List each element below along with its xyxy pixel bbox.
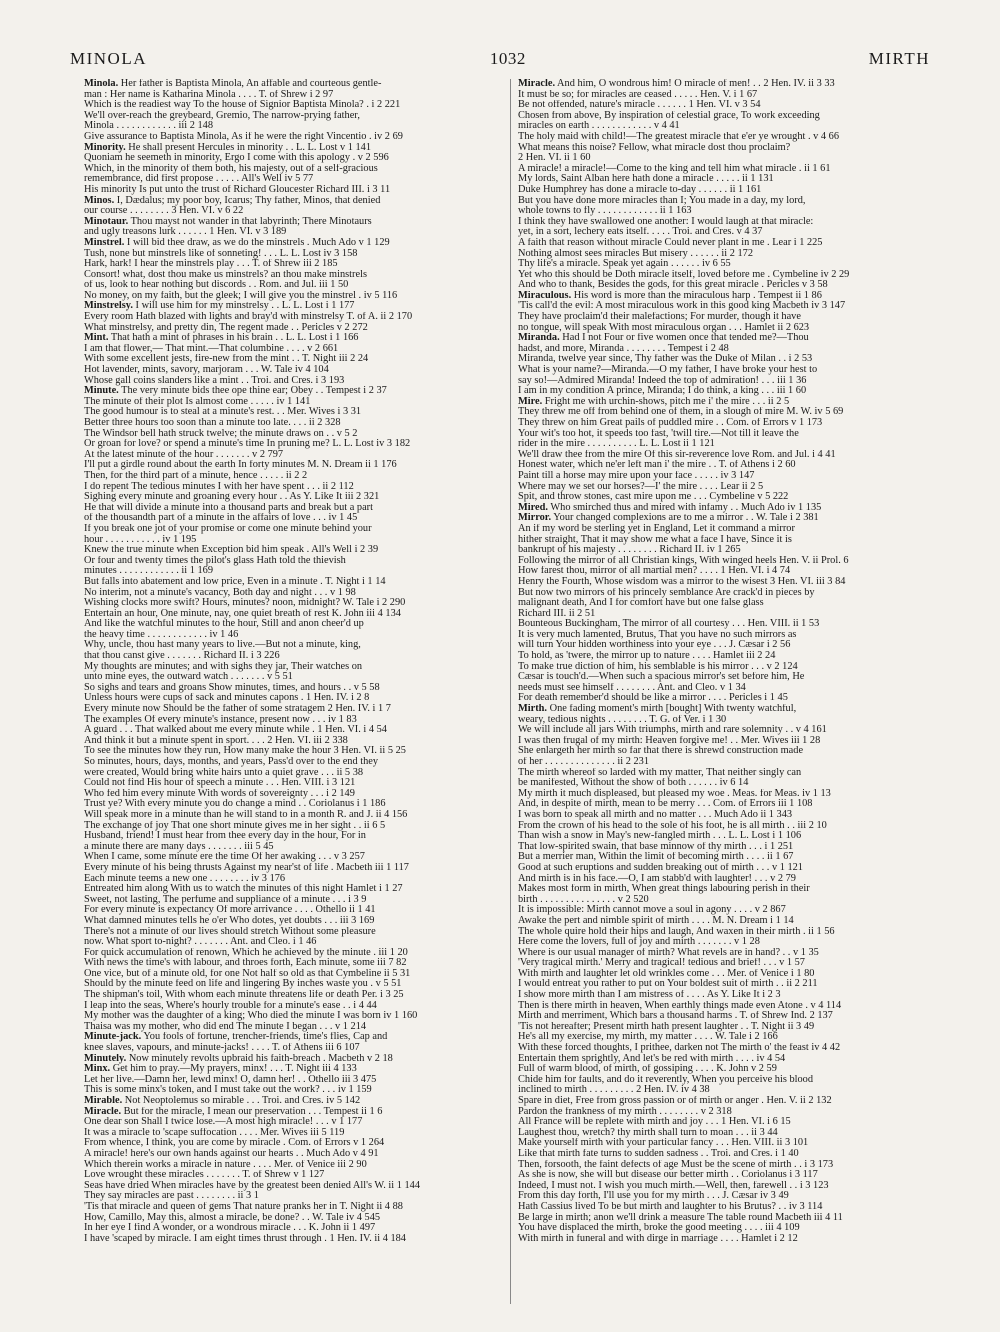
concordance-line: minutes . . . . . . . . . . . . ii 1 169 [84,566,214,577]
concordance-line: Will speak more in a minute than he will stand to in a month R. and J. ii 4 156 [84,809,408,820]
concordance-line: To see the minutes how they run, How many make the hour 3 Hen. VI. ii 5 25 [84,746,406,757]
concordance-line: They threw me off from behind one of them, in a slough of mire M. W. iv 5 69 [518,407,844,418]
concordance-line: hadst, and more, Miranda . . . . . . . . Tempest i 2 48 [518,343,729,354]
concordance-line: birth . . . . . . . . . . . . . . . v 2 520 [518,894,649,905]
concordance-line: Or four and twenty times the pilot's glass Hath told the thievish [84,555,346,566]
concordance-line: At the latest minute of the hour . . . . . . . v 2 797 [84,449,284,460]
concordance-line: Good at such eruptions and sudden breaking out of mirth . . . v 1 121 [518,862,803,873]
headword: Minutely. [84,1053,127,1064]
concordance-line: Duke Humphrey has done a miracle to-day . . . . . . ii 1 161 [518,184,762,195]
concordance-line: the heavy time . . . . . . . . . . . . iv 1 46 [84,629,239,640]
concordance-line: yet, in a sort, lechery eats itself. . . . . Troi. and Cres. v 4 37 [518,227,763,238]
concordance-line: hour . . . . . . . . . . . iv 1 195 [84,534,197,545]
concordance-line: Laughest thou, wretch? thy mirth shall turn to moan . . . ii 3 44 [518,1127,778,1138]
concordance-line: Minstrelsy. I will use him for my minstrelsy . . L. L. Lost i 1 177 [84,301,355,312]
concordance-line: I was then frugal of my mirth: Heaven forgive me! . . Mer. Wives iii 1 28 [518,735,821,746]
concordance-line: They say miracles are past . . . . . . . . ii 3 1 [84,1191,259,1202]
concordance-line: Where is our usual manager of mirth? What revels are in hand? . . v 1 35 [518,947,819,958]
concordance-line: Minute. The very minute bids thee ope thine ear; Obey . . Tempest i 2 37 [84,386,387,397]
concordance-line: Minutely. Now minutely revolts upbraid his faith-breach . Macbeth v 2 18 [84,1053,393,1064]
concordance-line: Seas have dried When miracles have by the greatest been denied All's W. ii 1 144 [84,1180,421,1191]
concordance-line: The mirth whereof so larded with my matter, That neither singly can [518,767,802,778]
concordance-line: What is your name?—Miranda.—O my father, I have broke your hest to [518,365,818,376]
concordance-line: But falls into abatement and low price, Even in a minute . T. Night i 1 14 [84,576,386,587]
concordance-line: Sweet, not lasting, The perfume and suppliance of a minute . . . i 3 9 [84,894,367,905]
concordance-line: But now two mirrors of his princely semblance Are crack'd in pieces by [518,587,815,598]
concordance-line: How, Camillo, May this, almost a miracle, be done? . . W. Tale iv 4 545 [84,1212,381,1223]
concordance-line: Minola. Her father is Baptista Minola, An affable and courteous gentle- [84,79,382,89]
concordance-line: Here come the lovers, full of joy and mirth . . . . . . . v 1 28 [518,937,760,948]
concordance-line: Or groan for love? or spend a minute's time In pruning me? L. L. Lost iv 3 182 [84,439,411,450]
concordance-line: were created, Would bring white hairs unto a quiet grave . . . ii 5 38 [84,767,364,778]
concordance-line: Better three hours too soon than a minute too late. . . . ii 2 328 [84,418,341,428]
concordance-line: There's not a minute of our lives should stretch Without some pleasure [84,926,376,937]
concordance-line: say so!—Admired Miranda! Indeed the top of admiration! . . . iii 1 36 [518,375,807,386]
concordance-line: We'll draw thee from the mire Of this sir-reverence love Rom. and Jul. i 4 41 [518,449,836,460]
concordance-line: I was born to speak all mirth and no matter . . . Much Ado ii 1 343 [518,809,793,820]
concordance-line: Minola . . . . . . . . . . . . iii 2 148 [84,121,214,132]
concordance-line: The exchange of joy That one short minute gives me in her sight . . ii 6 5 [84,820,386,831]
concordance-line: My lords, Saint Alban here hath done a miracle . . . . . ii 1 131 [518,174,774,185]
concordance-line: The whole quire hold their hips and laugh, And waxen in their mirth . ii 1 56 [518,926,835,937]
concordance-line: Chide him for faults, and do it reverently, When you perceive his blood [518,1074,814,1085]
concordance-line: Mirror. Your changed complexions are to me a mirror . . W. Tale i 2 381 [518,513,819,524]
concordance-line: Each minute teems a new one . . . . . . . . iv 3 176 [84,873,286,884]
concordance-line: and ugly treasons lurk . . . . . . 1 Hen. VI. v 3 189 [84,227,287,238]
concordance-line: For death remember'd should be like a mirror . . . . Pericles i 1 45 [518,693,788,704]
concordance-line: hither straight, That it may show me what a face I have, Since it is [518,534,792,545]
concordance-line: Your wit's too hot, it speeds too fast, 'twill tire.—Not till it leave the [518,428,799,439]
concordance-line: With these forced thoughts, I prithee, darken not The mirth o' the feast iv 4 42 [518,1043,841,1054]
concordance-line: a minute there are many days . . . . . . . iii 5 45 [84,841,274,852]
concordance-line: A guard . . . That walked about me every minute while . 1 Hen. VI. i 4 54 [84,725,387,736]
concordance-line: malignant death, And I for comfort have but one false glass [518,598,764,609]
concordance-line: Then is there mirth in heaven, When earthly things made even Atone . v 4 114 [518,1000,842,1011]
concordance-line: Should by the minute feed on life and lingering By inches waste you . v 5 51 [84,979,402,990]
concordance-line: With mirth and laughter let old wrinkles come . . . Mer. of Venice i 1 80 [518,968,815,979]
concordance-line: With some excellent jests, fire-new from the mint . . T. Night iii 2 24 [84,354,369,365]
concordance-line: Knew the true minute when Exception bid him speak . All's Well i 2 39 [84,545,379,556]
concordance-line: So minutes, hours, days, months, and years, Pass'd over to the end they [84,757,379,767]
concordance-line: Be not offended, nature's miracle . . . . . . 1 Hen. VI. v 3 54 [518,100,761,111]
concordance-line: We'll over-reach the greybeard, Gremio, The narrow-prying father, [84,110,360,121]
headword: Miracle. [518,79,556,89]
concordance-line: no tongue, will speak With most miraculous organ . . . Hamlet ii 2 623 [518,322,810,333]
concordance-line: I am that flower,— That mint.—That columbine . . . . v 2 661 [84,343,339,354]
concordance-line: Nothing almost sees miracles But misery . . . . . . ii 2 172 [518,248,754,259]
left-column [84,79,499,1244]
headword: Mirable. [84,1096,123,1106]
concordance-line: In her eye I find A wonder, or a wondrous miracle . . . K. John ii 1 497 [84,1223,376,1234]
concordance-line: The minute of their plot Is almost come . . . . . iv 1 141 [84,396,311,407]
concordance-line: Miranda. Had I not Four or five women once that tended me?—Thou [518,333,809,344]
concordance-line: I am in my condition A prince, Miranda; I do think, a king . . . iii 1 60 [518,386,807,397]
headword: Minute-jack. [84,1032,142,1043]
concordance-line: Could not find His hour of speech a minute . . . Hen. VIII. i 3 121 [84,778,356,789]
concordance-line: Wishing clocks more swift? Hours, minutes? noon, midnight? W. Tale i 2 290 [84,598,406,609]
concordance-line: Why, uncle, thou hast many years to live.—But not a minute, king, [84,640,361,651]
concordance-line: Miracle. But for the miracle, I mean our preservation . . . Tempest ii 1 6 [84,1106,383,1117]
right-column [518,79,933,1244]
page-header [70,44,930,74]
concordance-line: Let her live.—Damn her, lewd minx! O, damn her! . . Othello iii 3 475 [84,1074,377,1085]
concordance-line: That low-spirited swain, that base minnow of thy mirth . . . i 1 251 [518,841,794,852]
concordance-line: Awake the pert and nimble spirit of mirth . . . . M. N. Dream i 1 14 [518,915,794,926]
concordance-line: Makes most form in mirth, When great things labouring perish in their [518,884,810,895]
concordance-line: Then, forsooth, the faint defects of age Must be the scene of mirth . . i 3 173 [518,1159,834,1170]
concordance-line: 'Tis not hereafter; Present mirth hath present laughter . . T. Night ii 3 49 [518,1021,815,1032]
headword: Mirror. [518,513,552,524]
concordance-line: My thoughts are minutes; and with sighs they jar, Their watches on [84,661,363,672]
concordance-line: Yet who this should be Doth miracle itself, loved before me . Cymbeline iv 2 29 [518,269,850,280]
concordance-line: Every room Hath blazed with lights and bray'd with minstrelsy T. of A. ii 2 170 [84,312,413,323]
concordance-line: Consort! what, dost thou make us minstrels? an thou make minstrels [84,269,367,280]
concordance-line: When I came, some minute ere the time Of her awaking . . . v 3 257 [84,852,365,863]
concordance-line: One dear son Shall I twice lose.—A most high miracle! . . . v 1 177 [84,1117,363,1128]
concordance-line: One vice, but of a minute old, for one Not half so old as that Cymbeline ii 5 31 [84,968,411,979]
concordance-line: 'Tis that miracle and queen of gems That nature pranks her in T. Night ii 4 88 [84,1201,403,1212]
concordance-line: miracles on earth . . . . . . . . . . . . v 4 41 [518,121,680,132]
concordance-line: Mirth. One fading moment's mirth [bought] With twenty watchful, [518,704,797,715]
concordance-line: All France will be replete with mirth and joy . . . 1 Hen. VI. i 6 15 [518,1117,791,1128]
concordance-line: It must be so; for miracles are ceased . . . . . Hen. V. i 1 67 [518,89,758,100]
headword: Minority. [84,142,126,153]
concordance-line: Minority. He shall present Hercules in minority . . L. L. Lost v 1 141 [84,142,372,153]
concordance-line: And who to thank, Besides the gods, for this great miracle . Pericles v 3 58 [518,280,828,291]
concordance-line: Quoniam he seemeth in minority, Ergo I come with this apology . v 2 596 [84,153,389,164]
concordance-line: It is impossible: Mirth cannot move a soul in agony . . . . v 2 867 [518,905,786,916]
concordance-line: Than wish a snow in May's new-fangled mirth . . . L. L. Lost i 1 106 [518,831,802,842]
concordance-line: Where may we set our horses?—I' the mire . . . . Lear ii 2 5 [518,481,764,492]
headword: Minotaur. [84,216,129,227]
concordance-line: I'll put a girdle round about the earth In forty minutes M. N. Dream ii 1 176 [84,460,397,471]
headword: Mint. [84,333,109,344]
concordance-line: But a merrier man, Within the limit of becoming mirth . . . . ii 1 67 [518,852,794,863]
concordance-line: Hath Cassius lived To be but mirth and laughter to his Brutus? . . iv 3 114 [518,1201,823,1212]
concordance-line: He's all my exercise, my mirth, my matter . . . . W. Tale i 2 166 [518,1032,778,1043]
column-divider [510,79,511,1304]
concordance-line: Following the mirror of all Christian kings, With winged heels Hen. V. ii Prol. 6 [518,555,849,566]
concordance-line: I leap into the seas, Where's hourly trouble for a minute's ease . . i 4 44 [84,1000,377,1011]
concordance-line: And think it but a minute spent in sport. . . . 2 Hen. VI. iii 2 338 [84,735,348,746]
concordance-line: Minos. I, Dædalus; my poor boy, Icarus; Thy father, Minos, that denied [84,195,381,206]
concordance-line: They threw on him Great pails of puddled mire . . Com. of Errors v 1 173 [518,418,823,428]
concordance-line: Make yourself mirth with your particular fancy . . . Hen. VIII. ii 3 101 [518,1138,809,1149]
concordance-line: Which is the readiest way To the house of Signior Baptista Minola? . i 2 221 [84,100,401,111]
concordance-line: The holy maid with child!—The greatest miracle that e'er ye wrought . v 4 66 [518,131,839,142]
concordance-line: A miracle! a miracle!—Come to the king and tell him what miracle . ii 1 61 [518,163,831,174]
concordance-line: inclined to mirth . . . . . . . . . 2 Hen. IV. iv 4 38 [518,1085,710,1096]
concordance-line: Pardon the frankness of my mirth . . . . . . . . v 2 318 [518,1106,732,1117]
concordance-line: Which, in the minority of them both, his majesty, out of a self-gracious [84,163,378,174]
concordance-line: How farest thou, mirror of all martial men? . . . . 1 Hen. VI. i 4 74 [518,566,791,577]
concordance-line: Hark, hark! I hear the minstrels play . . . T. of Shrew iii 2 185 [84,259,338,270]
concordance-line: Minstrel. I will bid thee draw, as we do the minstrels . Much Ado v 1 129 [84,237,390,248]
headword: Minute. [84,386,119,397]
concordance-line: You have displaced the mirth, broke the good meeting . . . . iii 4 109 [518,1223,800,1234]
concordance-line: Who fed him every minute With words of sovereignty . . . i 2 149 [84,788,355,799]
concordance-line: No interim, not a minute's vacancy, Both day and night . . . v 1 98 [84,587,356,598]
concordance-line: Unless hours were cups of sack and minutes capons . 1 Hen. IV. i 2 8 [84,693,370,704]
concordance-line: With mirth in funeral and with dirge in marriage . . . . Hamlet i 2 12 [518,1233,798,1244]
concordance-line: 'Very tragical mirth.' Merry and tragical! tedious and brief! . . . v 1 57 [518,958,805,969]
concordance-line: Cæsar is touch'd.—When such a spacious mirror's set before him, He [518,672,805,683]
concordance-line: Honest water, which ne'er left man i' the mire . . T. of Athens i 2 60 [518,460,796,471]
concordance-line: What minstrelsy, and pretty din, The regent made . . Pericles v 2 272 [84,322,368,333]
concordance-line: I would entreat you rather to put on Your boldest suit of mirth . . ii 2 211 [518,979,818,990]
concordance-line: If you break one jot of your promise or come one minute behind your [84,523,372,534]
concordance-line: I show more mirth than I am mistress of . . . . As Y. Like It i 2 3 [518,990,781,1001]
concordance-line: Entertain them sprightly, And let's be red with mirth . . . . iv 4 54 [518,1053,786,1064]
concordance-line: weary, tedious nights . . . . . . . . T. G. of Ver. i 1 30 [518,714,727,725]
concordance-line: My mother was the daughter of a king; Who died the minute I was born iv 1 160 [84,1011,418,1022]
concordance-line: Whose gall coins slanders like a mint . . Troi. and Cres. i 3 193 [84,375,345,386]
headword: Miranda. [518,333,560,344]
page-number: 1032 [489,49,526,68]
concordance-line: His minority Is put unto the trust of Richard Gloucester Richard III. i 3 11 [84,184,391,195]
concordance-line: 'Tis call'd the evil: A most miraculous work in this good king Macbeth iv 3 147 [518,301,846,312]
concordance-line: Give assurance to Baptista Minola, As if he were the right Vincentio . iv 2 69 [84,131,403,142]
concordance-line: So sighs and tears and groans Show minutes, times, and hours . . v 5 58 [84,682,380,693]
headword: Minx. [84,1064,111,1075]
concordance-line: Miranda, twelve year since, Thy father was the Duke of Milan . . i 2 53 [518,354,813,365]
headword: Minstrelsy. [84,301,133,312]
concordance-line: Love wrought these miracles . . . . . . . T. of Shrew v 1 127 [84,1170,325,1181]
concordance-line: From the crown of his head to the sole of his foot, he is all mirth . . iii 2 10 [518,820,827,831]
concordance-line: Paint till a horse may mire upon your face . . . . . iv 3 147 [518,470,755,481]
concordance-line: Chosen from above, By inspiration of celestial grace, To work exceeding [518,110,820,121]
concordance-line: He that will divide a minute into a thousand parts and break but a part [84,502,373,513]
concordance-line: Like that mirth fate turns to sudden sadness . . Troi. and Cres. i 1 40 [518,1148,799,1159]
concordance-line: Mirable. Not Neoptolemus so mirable . . . Troi. and Cres. iv 5 142 [84,1096,361,1106]
concordance-line: We will include all jars With triumphs, mirth and rare solemnity . . v 4 161 [518,725,827,736]
concordance-line: From this day forth, I'll use you for my mirth . . . J. Cæsar iv 3 49 [518,1191,789,1202]
concordance-line: Minotaur. Thou mayst not wander in that labyrinth; There Minotaurs [84,216,372,227]
concordance-line: The good humour is to steal at a minute's rest. . . Mer. Wives i 3 31 [84,407,362,418]
concordance-line: bankrupt of his majesty . . . . . . . . Richard II. iv 1 265 [518,545,741,556]
concordance-line: And mirth is in his face.—O, I am stabb'd with laughter! . . . v 2 79 [518,873,796,884]
concordance-line: of her . . . . . . . . . . . . . . ii 2 231 [518,757,650,767]
concordance-line: What damned minutes tells he o'er Who dotes, yet doubts . . . iii 3 169 [84,915,375,926]
concordance-line: A faith that reason without miracle Could never plant in me . Lear i 1 225 [518,237,823,248]
concordance-line: My mirth it much displeased, but pleased my woe . Meas. for Meas. iv 1 13 [518,788,831,799]
concordance-line: Miraculous. His word is more than the miraculous harp . Tempest ii 1 86 [518,290,822,301]
concordance-line: And, in despite of mirth, mean to be merry . . . Com. of Errors iii 1 108 [518,799,813,810]
concordance-line: I have 'scaped by miracle. I am eight times thrust through . 1 Hen. IV. ii 4 184 [84,1233,406,1244]
concordance-line: Indeed, I must not. I wish you much mirth.—Well, then, farewell . . i 3 123 [518,1180,829,1191]
concordance-line: Be large in mirth; anon we'll drink a measure The table round Macbeth iii 4 11 [518,1212,843,1223]
headword: Mired. [518,502,548,513]
concordance-line: An if my word be sterling yet in England, Let it command a mirror [518,523,795,534]
running-head-left: MINOLA [70,49,147,68]
headword: Mire. [518,396,543,407]
concordance-line: Every minute of his being thrusts Against my near'st of life . Macbeth iii 1 117 [84,862,409,873]
concordance-line: Which therein works a miracle in nature . . . . Mer. of Venice iii 2 90 [84,1159,367,1170]
concordance-line: Mirth and merriment, Which bars a thousand harms . T. of Shrew Ind. 2 137 [518,1011,833,1022]
concordance-line: our course . . . . . . . . 3 Hen. VI. v 6 22 [84,206,244,217]
concordance-line: Mint. That hath a mint of phrases in his brain . . L. L. Lost i 1 166 [84,333,359,344]
concordance-line: of the thousandth part of a minute in the affairs of love . . . iv 1 45 [84,513,358,524]
concordance-line: I think they have swallowed one another: I would laugh at that miracle: [518,216,814,227]
headword: Miraculous. [518,290,572,301]
concordance-line: of us, look to hear nothing but discords . . Rom. and Jul. iii 1 50 [84,280,349,291]
concordance-line: It was a miracle to 'scape suffocation . . . . Mer. Wives iii 5 119 [84,1127,345,1138]
concordance-line: To make true diction of him, his semblable is his mirror . . . v 2 124 [518,661,798,672]
concordance-line: knee slaves, vapours, and minute-jacks! . . . . T. of Athens iii 6 107 [84,1043,360,1054]
concordance-line: be manifested, Without the show of both . . . . . . iv 6 14 [518,778,749,789]
concordance-line: Full of warm blood, of mirth, of gossiping . . . . K. John v 2 59 [518,1064,777,1075]
concordance-line: Thaisa was my mother, who did end The minute I began . . . v 1 214 [84,1021,367,1032]
concordance-line: Then, for the third part of a minute, hence . . . . . ii 2 2 [84,470,308,481]
concordance-line: What means this noise? Fellow, what miracle dost thou proclaim? [518,142,791,153]
concordance-line: Bounteous Buckingham, The mirror of all courtesy . . . Hen. VIII. ii 1 53 [518,619,820,630]
headword: Miracle. [84,1106,122,1117]
concordance-line: unto mine eyes, the outward watch . . . . . . . v 5 51 [84,672,293,683]
concordance-line: Mire. Fright me with urchin-shows, pitch me i' the mire . . . ii 2 5 [518,396,790,407]
concordance-line: No money, on my faith, but the gleek; I will give you the minstrel . iv 5 116 [84,290,398,301]
concordance-line: now. What sport to-night? . . . . . . . Ant. and Cleo. i 1 46 [84,937,317,948]
concordance-line: As she is now, she will but disease our better mirth . . Coriolanus i 3 117 [518,1170,818,1181]
headword: Minos. [84,195,115,206]
concordance-line: Mired. Who smirched thus and mired with infamy . . Much Ado iv 1 135 [518,502,822,513]
concordance-line: needs must see himself . . . . . . . . Ant. and Cleo. v 1 34 [518,682,746,693]
running-head-right: MIRTH [868,49,930,68]
concordance-line: Every minute now Should be the father of some stratagem 2 Hen. IV. i 1 7 [84,704,391,715]
concordance-line: Minute-jack. You fools of fortune, trencher-friends, time's flies, Cap and [84,1032,388,1043]
concordance-line: For quick accumulation of renown, Which he achieved by the minute . iii 1 20 [84,947,408,958]
headword: Minola. [84,79,119,89]
concordance-line: But you have done more miracles than I; You made in a day, my lord, [518,195,806,206]
concordance-line: Minx. Get him to pray.—My prayers, minx! . . . T. Night iii 4 133 [84,1064,357,1075]
concordance-line: Tush, none but minstrels like of sonneting! . . . L. L. Lost iv 3 158 [84,248,358,259]
concordance-line: Husband, friend! I must hear from thee every day in the hour, For in [84,831,366,842]
concordance-line: man : Her name is Katharina Minola . . . . T. of Shrew i 2 97 [84,89,334,100]
concordance-line: A miracle! here's our own hands against our hearts . . Much Ado v 4 91 [84,1148,379,1159]
concordance-line: To hold, as 'twere, the mirror up to nature . . . . Hamlet iii 2 24 [518,651,776,662]
concordance-line: Henry the Fourth, Whose wisdom was a mirror to the wisest 3 Hen. VI. iii 3 84 [518,576,846,587]
concordance-line: Thy life's a miracle. Speak yet again . . . . . . iv 6 55 [518,259,731,270]
concordance-line: Richard III. ii 2 51 [518,608,596,619]
concordance-line: And like the watchful minutes to the hour, Still and anon cheer'd up [84,619,364,630]
concordance-line: I do repent The tedious minutes I with her have spent . . . ii 2 112 [84,481,354,492]
concordance-line: Entreated him along With us to watch the minutes of this night Hamlet i 1 27 [84,884,403,895]
concordance-line: Hot lavender, mints, savory, marjoram . . . W. Tale iv 4 104 [84,365,329,376]
concordance-line: Miracle. And him, O wondrous him! O miracle of men! . . 2 Hen. IV. ii 3 33 [518,79,835,89]
concordance-line: From whence, I think, you are come by miracle . Com. of Errors v 1 264 [84,1138,385,1149]
concordance-line: 2 Hen. VI. ii 1 60 [518,153,591,164]
concordance-line: The shipman's toil, With whom each minute threatens life or death Per. i 3 25 [84,990,404,1001]
concordance-line: that thou canst give . . . . . . . Richard II. i 3 226 [84,651,280,662]
concordance-line: Spit, and throw stones, cast mire upon me . . . Cymbeline v 5 222 [518,492,789,503]
concordance-line: remembrance, did first propose . . . . . All's Well iv 5 77 [84,174,314,185]
concordance-line: They have proclaim'd their malefactions; For murder, though it have [518,312,801,323]
concordance-line: whole towns to fly . . . . . . . . . . . . ii 1 163 [518,206,692,217]
concordance-line: With news the time's with labour, and throes forth, Each minute, some iii 7 82 [84,958,407,969]
concordance-line: Trust ye? With every minute you do change a mind . . Coriolanus i 1 186 [84,799,386,810]
concordance-line: This is some minx's token, and I must take out the work? . . . iv 1 159 [84,1085,372,1096]
concordance-line: She enlargeth her mirth so far that there is shrewd construction made [518,746,804,757]
concordance-line: The examples Of every minute's instance, present now . . . iv 1 83 [84,714,357,725]
concordance-line: Spare in diet, Free from gross passion or of mirth or anger . Hen. V. ii 2 132 [518,1096,832,1106]
concordance-line: will turn Your hidden worthiness into your eye . . . J. Cæsar i 2 56 [518,640,791,651]
concordance-line: Sighing every minute and groaning every hour . . As Y. Like It iii 2 321 [84,492,380,503]
concordance-line: For every minute is expectancy Of more arrivance . . . . Othello ii 1 41 [84,905,376,916]
headword: Mirth. [518,704,548,715]
concordance-line: rider in the mire . . . . . . . . . . L. L. Lost ii 1 121 [518,439,715,450]
headword: Minstrel. [84,237,125,248]
concordance-line: The Windsor bell hath struck twelve; the minute draws on . . v 5 2 [84,428,358,439]
concordance-line: It is very much lamented, Brutus, That you have no such mirrors as [518,629,797,640]
concordance-line: Entertain an hour, One minute, nay, one quiet breath of rest K. John iii 4 134 [84,608,401,619]
